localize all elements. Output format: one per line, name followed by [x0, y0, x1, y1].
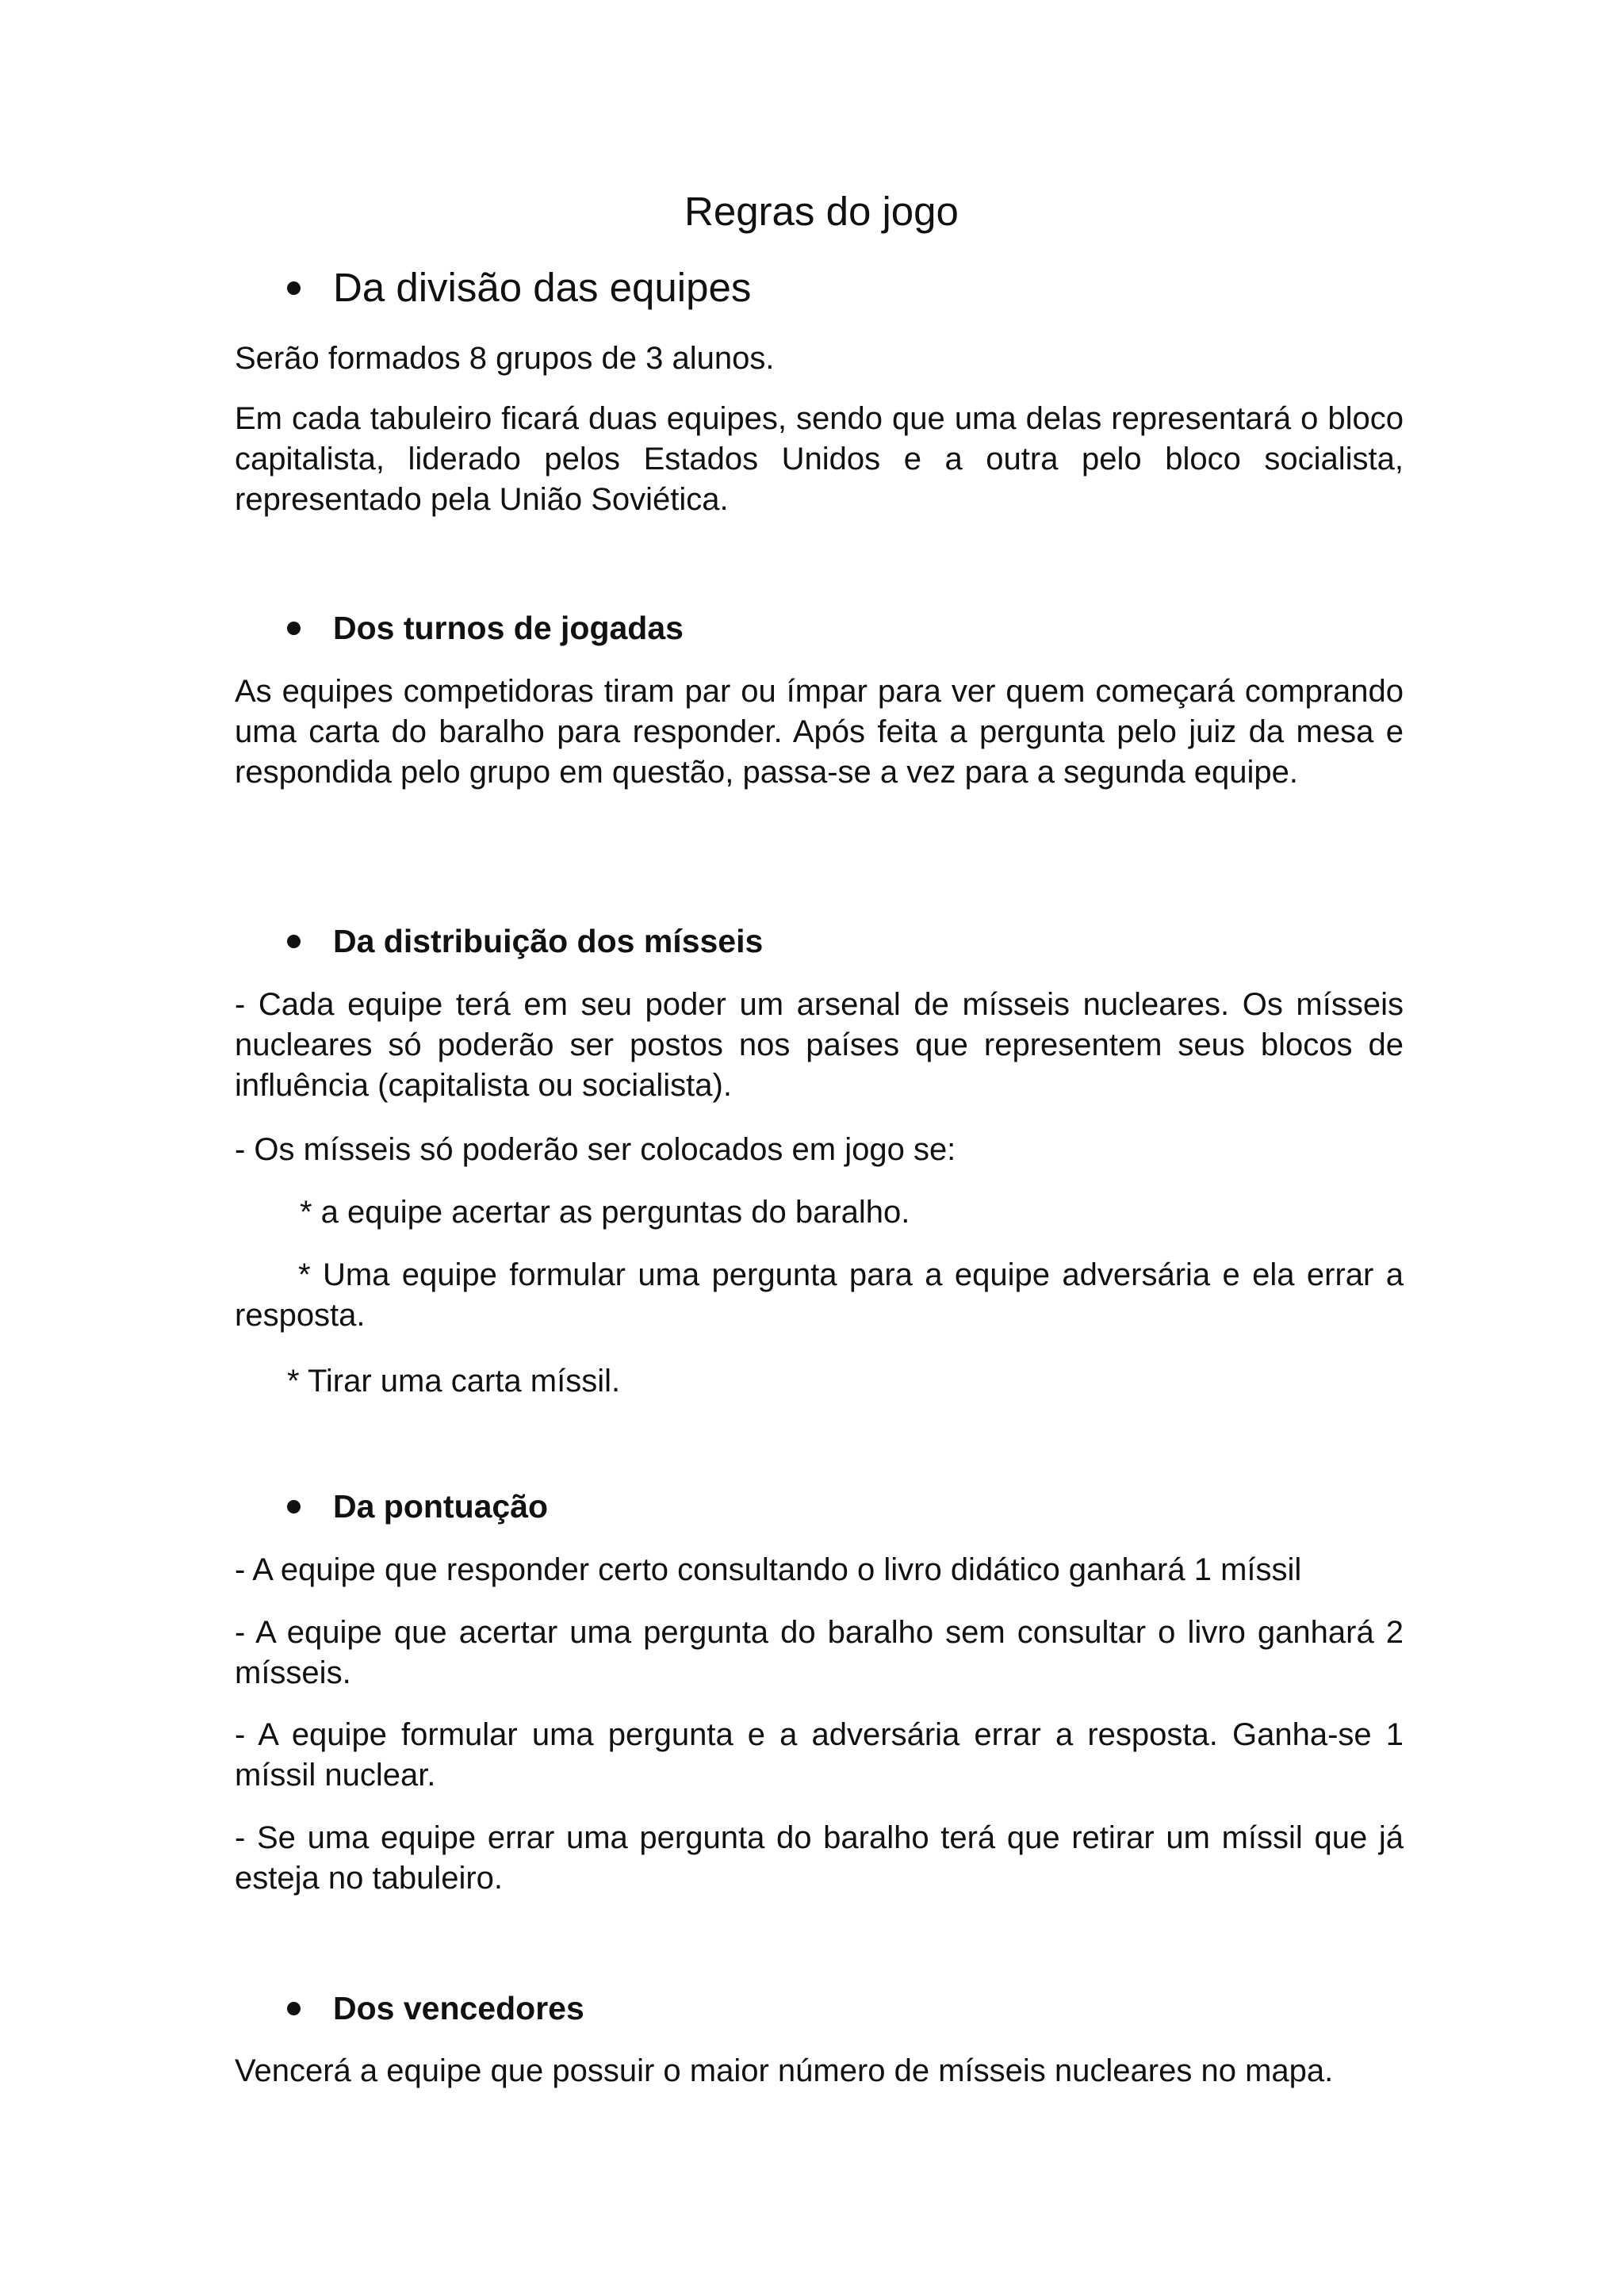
- list-item: * Tirar uma carta míssil.: [287, 1364, 621, 1399]
- section-heading-text: Da divisão das equipes: [333, 265, 752, 310]
- section-heading-divisao: [0, 264, 1624, 312]
- bullet-icon: [287, 1500, 301, 1513]
- paragraph: - A equipe que acertar uma pergunta do baralho sem consultar o livro ganhará 2 mísseis.: [235, 1615, 1404, 1690]
- paragraph: - Se uma equipe errar uma pergunta do baralho terá que retirar um míssil que já esteja no tabuleiro.: [235, 1820, 1404, 1896]
- list-item: * Uma equipe formular uma pergunta para a equipe adversária e ela errar a resposta.: [235, 1257, 1404, 1333]
- bullet-icon: [287, 281, 301, 295]
- section-heading-pontuacao: [0, 1487, 1624, 1526]
- bullet-icon: [287, 622, 301, 635]
- paragraph: - Cada equipe terá em seu poder um arsenal de mísseis nucleares. Os mísseis nucleares só poderão ser postos nos países que representem seus blocos de influência (capitalista ou socialista).: [235, 987, 1404, 1103]
- paragraph: - A equipe que responder certo consultando o livro didático ganhará 1 míssil: [235, 1552, 1302, 1587]
- section-heading-distribuicao: [0, 921, 1624, 961]
- paragraph: Serão formados 8 grupos de 3 alunos.: [235, 341, 775, 376]
- list-item: * a equipe acertar as perguntas do baralho.: [300, 1195, 910, 1230]
- section-heading-text: Dos turnos de jogadas: [333, 610, 684, 646]
- paragraph: Em cada tabuleiro ficará duas equipes, sendo que uma delas representará o bloco capitalista, liderado pelos Estados Unidos e a outra pelo bloco socialista, representado pela União Soviética.: [235, 401, 1404, 517]
- bullet-icon: [287, 935, 301, 948]
- paragraph: Vencerá a equipe que possuir o maior número de mísseis nucleares no mapa.: [235, 2053, 1334, 2088]
- section-heading-text: Da distribuição dos mísseis: [333, 923, 764, 959]
- bullet-icon: [287, 2002, 301, 2015]
- paragraph: - A equipe formular uma pergunta e a adversária errar a resposta. Ganha-se 1 míssil nuclear.: [235, 1717, 1404, 1793]
- section-heading-turnos: [0, 608, 1624, 648]
- paragraph: - Os mísseis só poderão ser colocados em jogo se:: [235, 1132, 956, 1167]
- section-heading-text: Dos vencedores: [333, 1990, 584, 2026]
- paragraph: As equipes competidoras tiram par ou ímpar para ver quem começará comprando uma carta do baralho para responder. Após feita a pergunta pelo juiz da mesa e respondida pelo grupo em questão, passa-se a vez para a segunda equipe.: [235, 674, 1404, 790]
- section-heading-text: Da pontuação: [333, 1488, 549, 1525]
- section-heading-vencedores: [0, 1988, 1624, 2028]
- document-title: Regras do jogo: [684, 189, 959, 234]
